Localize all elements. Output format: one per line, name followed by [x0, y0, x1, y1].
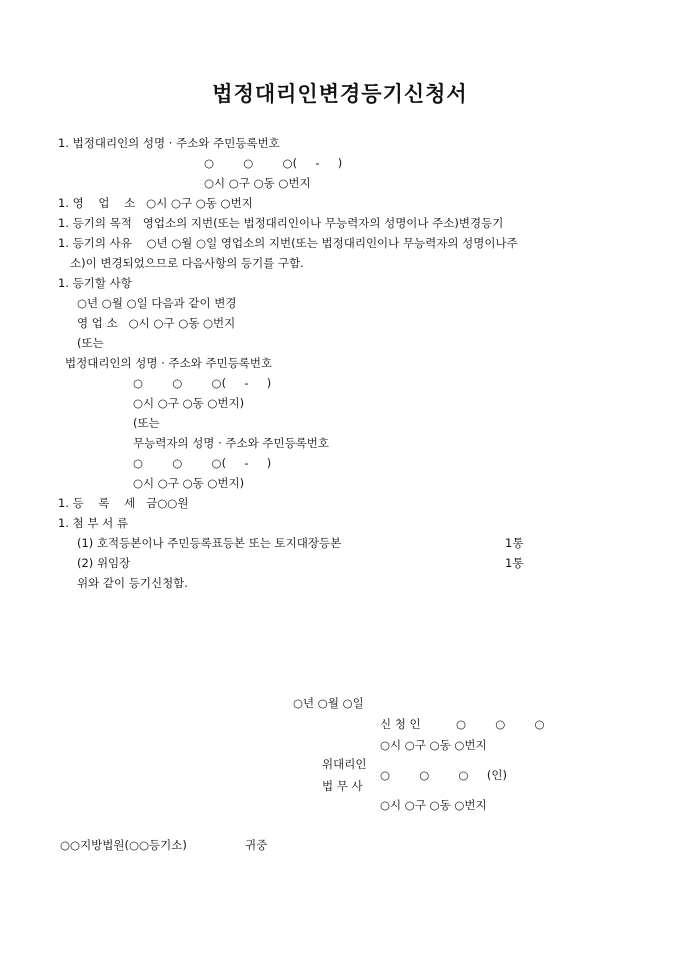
new-business-office: 영 업 소 ○시 ○구 ○동 ○번지 — [77, 316, 236, 330]
new-legal-representative-heading: 법정대리인의 성명 · 주소와 주민등록번호 — [65, 356, 273, 370]
applicant-name: ○ ○ ○ — [456, 717, 545, 731]
attachment-2-quantity: 1통 — [505, 556, 524, 570]
new-legal-representative-address: ○시 ○구 ○동 ○번지) — [133, 396, 245, 410]
item-business-office: 1. 영 업 소 ○시 ○구 ○동 ○번지 — [58, 196, 253, 210]
item-legal-representative: 1. 법정대리인의 성명 · 주소와 주민등록번호 — [58, 136, 280, 150]
item-registration-reason: 1. 등기의 사유 ○년 ○월 ○일 영업소의 지번(또는 법정대리인이나 무능력자의 성명이나주 — [58, 236, 518, 250]
change-date: ○년 ○월 ○일 다음과 같이 변경 — [77, 296, 237, 310]
applicant-address: ○시 ○구 ○동 ○번지 — [380, 738, 487, 752]
attachment-2: (2) 위임장 — [77, 556, 131, 570]
legal-representative-address: ○시 ○구 ○동 ○번지 — [204, 176, 311, 190]
item-registration-tax: 1. 등 록 세 금○○원 — [58, 496, 189, 510]
document-title: 법정대리인변경등기신청서 — [212, 81, 468, 106]
or-label-2: (또는 — [133, 416, 160, 430]
item-registration-purpose: 1. 등기의 목적 영업소의 지번(또는 법정대리인이나 무능력자의 성명이나 주소)변경등기 — [58, 216, 504, 230]
new-legal-representative-name-id: ○ ○ ○( - ) — [133, 376, 272, 390]
agent-name-seal: ○ ○ ○ (인) — [380, 768, 507, 782]
court-suffix: 귀중 — [245, 838, 268, 852]
legal-representative-name-id: ○ ○ ○( - ) — [204, 156, 343, 170]
attachment-1: (1) 호적등본이나 주민등록표등본 또는 토지대장등본 — [77, 536, 342, 550]
attachment-1-quantity: 1통 — [505, 536, 524, 550]
agent-label-2: 법 무 사 — [322, 779, 363, 793]
incompetent-person-name-id: ○ ○ ○( - ) — [133, 456, 272, 470]
court-name: ○○지방법원(○○등기소) — [60, 838, 187, 852]
incompetent-person-address: ○시 ○구 ○동 ○번지) — [133, 476, 245, 490]
or-label-1: (또는 — [77, 336, 104, 350]
item-attachments: 1. 첨 부 서 류 — [58, 516, 129, 530]
incompetent-person-heading: 무능력자의 성명 · 주소와 주민등록번호 — [133, 436, 330, 450]
applicant-label: 신 청 인 — [380, 717, 421, 731]
agent-label-1: 위대리인 — [322, 757, 367, 771]
closing-statement: 위와 같이 등기신청함. — [77, 576, 188, 590]
agent-address: ○시 ○구 ○동 ○번지 — [380, 798, 487, 812]
item-registration-reason-cont: 소)이 변경되었으므로 다음사항의 등기를 구함. — [70, 256, 304, 270]
application-date: ○년 ○월 ○일 — [293, 696, 364, 710]
item-registration-matters: 1. 등기할 사항 — [58, 276, 132, 290]
